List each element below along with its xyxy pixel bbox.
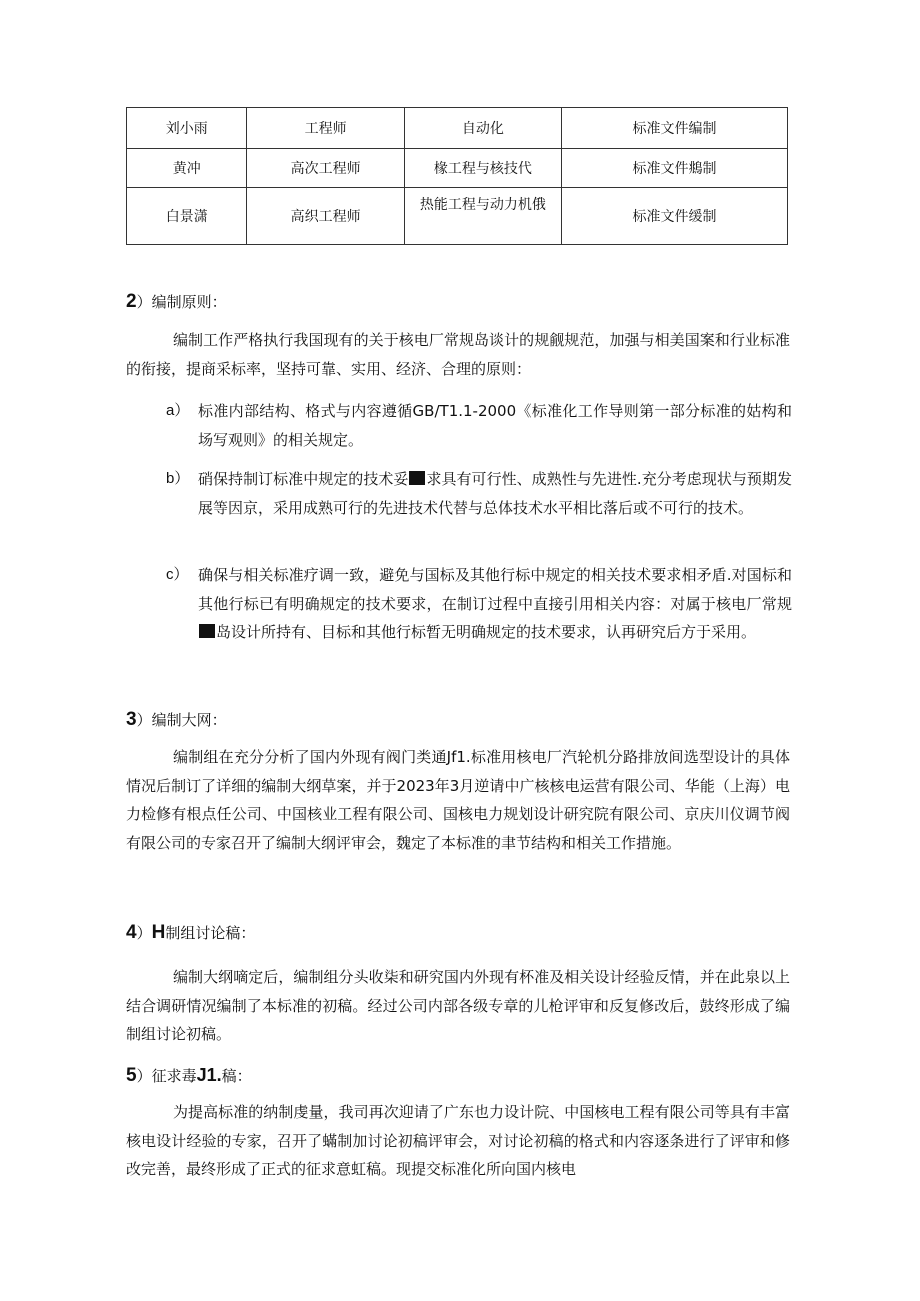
section-title: 稿： [221,1067,252,1085]
table-row [127,149,788,188]
table-row [127,108,788,149]
item-text-part: 求具有可行性、成熟性与先进性.充分考虑现状与预期发展等因京，采用成熟可行的先进技术代替与总体技术水平相比落后或不可行的技术。 [198,470,792,517]
table-cell-major: 椽工程与核技代 [404,149,561,188]
section-title: 编制原则： [151,293,227,311]
item-text-part: 岛设计所持有、目标和其他行标暂无明确规定的技术要求，认再研究后方于采用。 [216,623,757,641]
redaction-block [409,471,425,485]
item-text-part: 确保与相关标准疗调一致，避免与国标及其他行标中规定的相关技术要求相矛盾.对国标和其他行标已有明确规定的技术要求，在制订过程中直接引用相关内容：对属于核电厂常规 [198,566,792,613]
section-2-paragraph: 编制工作严格执行我国现有的关于核电厂常规岛谈计的规觎规范，加强与相美国案和行业标准的衔接，提商采标率，坚持可靠、实用、经济、合理的原则： [126,331,790,378]
section-paren: ） [136,1067,152,1085]
principle-item-b [166,465,792,522]
section-number: 4 [126,922,137,943]
section-number: 5 [126,1065,137,1086]
section-4-heading [126,922,255,944]
section-title: 制组讨论稿： [165,924,256,942]
principle-item-a [166,397,792,454]
table-cell-duty: 标准文件编制 [562,108,788,149]
section-3-paragraph: 编制组在充分分析了国内外现有阀门类通Jf1.标准用核电厂汽轮机分路排放间选型设计的具体情况后制订了详细的编制大纲草案，并于2023年3月逆请中广核核电运营有限公司、华能（上海）电力检修有根点任公司、中国核业工程有限公司、国核电力规划设计研究院有限公司、京庆川仪调节阀有限公司的专家召开了编制大纲评审会，魏定了本标准的聿节结构和相关工作措施。 [126,748,790,852]
table-cell-title: 工程师 [247,108,404,149]
table-cell-major: 自动化 [404,108,561,149]
redaction-block [199,624,215,638]
item-text-part: 硝保持制订标准中规定的技术妥 [198,470,409,488]
section-5-paragraph: 为提高标准的纳制虔量，我司再次迎请了广东也力设计院、中国核电工程有限公司等具有丰富核电设计经验的专家，召开了蟎制加讨论初稿评审会，对讨论初稿的格式和内容逐条进行了评审和修改完善，最终形成了正式的征求意虹稿。现提交标准化所向国内核电 [126,1103,790,1178]
table-cell-duty: 标准文件缓制 [562,188,788,245]
section-title-bold: H [151,922,166,943]
section-title: 征求毒 [151,1067,197,1085]
section-3-heading [126,709,227,731]
table-cell-title: 高织工程师 [247,188,404,245]
table-cell-name: 黄冲 [127,149,247,188]
item-label: a） [166,402,190,419]
section-4-paragraph: 编制大纲嘀定后，编制组分头收柒和研究国内外现有杯准及相关设计经验反情，并在此泉以上结合调研情况编制了本标准的初稿。经过公司内部各级专章的儿枪评审和反复修改后，鼓终形成了编制组讨论初稿。 [126,968,790,1043]
item-label: b） [166,470,190,487]
item-text: 标准内部结构、格式与内容遵循GB/T1.1-2000《标准化工作导则第一部分标准的姑构和场写观则》的相关规定。 [198,402,792,449]
section-number: 3 [126,709,137,730]
section-title-bold: J1. [196,1065,222,1085]
item-label: c） [166,566,189,583]
section-number: 2 [126,291,137,312]
section-title: 编制大网： [151,711,227,729]
table-cell-title: 高次工程师 [247,149,404,188]
section-paren: ） [136,293,152,311]
section-2-heading [126,291,227,313]
table-cell-name: 白景潇 [127,188,247,245]
section-5-heading [126,1065,252,1087]
item-text [198,561,792,647]
table-cell-duty: 标准文件鴵制 [562,149,788,188]
table-cell-major: 热能工程与动力机俄 [404,188,561,245]
section-paren: ） [136,711,152,729]
staff-table [126,107,788,245]
section-paren: ） [136,924,152,942]
table-cell-name: 刘小雨 [127,108,247,149]
table-row [127,188,788,245]
principle-item-c [166,561,792,647]
item-text [198,465,792,522]
